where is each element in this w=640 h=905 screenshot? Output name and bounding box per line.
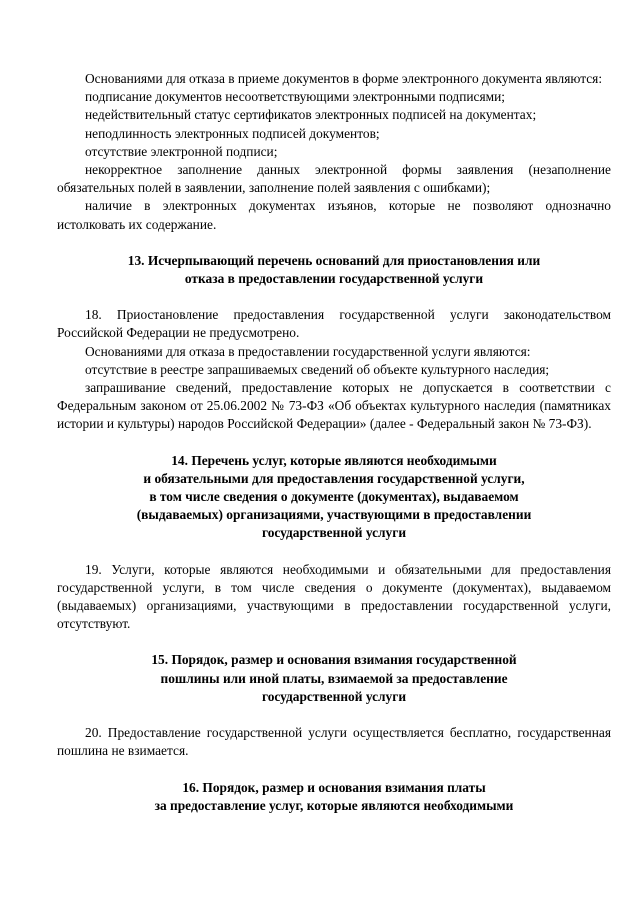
heading-line: 14. Перечень услуг, которые являются необходимыми <box>171 452 497 468</box>
paragraph-19: 19. Услуги, которые являются необходимыми и обязательными для предоставления государственной услуги, в том числе сведения о документе (документах), выдаваемом (выдаваемых) организациями, участвующими в предоставлении государственной услуги, отсутствуют. <box>57 561 611 632</box>
section-13-heading <box>57 252 611 288</box>
intro-item: наличие в электронных документах изъянов, которые не позволяют однозначно истолковать их содержание. <box>57 198 611 232</box>
paragraph-20: 20. Предоставление государственной услуги осуществляется бесплатно, государственная пошлина не взимается. <box>57 725 611 759</box>
intro-item: недействительный статус сертификатов электронных подписей на документах; <box>85 107 537 123</box>
intro-item: неподлинность электронных подписей документов; <box>85 125 380 141</box>
refusal-ground-absence: отсутствие в реестре запрашиваемых сведений об объекте культурного наследия; <box>85 361 550 377</box>
heading-line: 16. Порядок, размер и основания взимания платы <box>182 779 486 795</box>
heading-line: (выдаваемых) организациями, участвующими в предоставлении <box>136 507 532 523</box>
refusal-grounds-lead: Основаниями для отказа в предоставлении государственной услуги являются: <box>85 343 531 359</box>
section-15-heading <box>57 651 611 706</box>
heading-line: в том числе сведения о документе (документах), выдаваемом <box>149 489 519 505</box>
heading-line: государственной услуги <box>261 525 407 541</box>
heading-line: и обязательными для предоставления государственной услуги, <box>143 470 525 486</box>
intro-item: некорректное заполнение данных электронной формы заявления (незаполнение обязательных полей в заявлении, заполнение полей заявления с ошибками); <box>57 162 611 196</box>
heading-line: государственной услуги <box>261 688 407 704</box>
intro-item: отсутствие электронной подписи; <box>85 143 278 159</box>
heading-line: отказа в предоставлении государственной услуги <box>184 271 484 287</box>
heading-line: пошлины или иной платы, взимаемой за предоставление <box>160 670 508 686</box>
section-14-heading <box>57 452 611 543</box>
refusal-ground-request: запрашивание сведений, предоставление которых не допускается в соответствии с Федеральным законом от 25.06.2002 № 73-ФЗ «Об объектах культурного наследия (памятниках истории и культуры) народов Российской Федерации» (далее - Федеральный закон № 73-ФЗ). <box>57 380 611 432</box>
heading-line: 15. Порядок, размер и основания взимания государственной <box>151 652 517 668</box>
heading-line: за предоставление услуг, которые являются необходимыми <box>154 797 514 813</box>
paragraph-18: 18. Приостановление предоставления государственной услуги законодательством Российской Федерации не предусмотрено. <box>57 307 611 341</box>
document-page <box>57 70 611 815</box>
heading-line: 13. Исчерпывающий перечень оснований для приостановления или <box>127 252 541 268</box>
intro-item: подписание документов несоответствующими электронными подписями; <box>85 89 506 105</box>
section-16-heading <box>57 779 611 815</box>
intro-lead: Основаниями для отказа в приеме документов в форме электронного документа являются: <box>85 71 603 86</box>
